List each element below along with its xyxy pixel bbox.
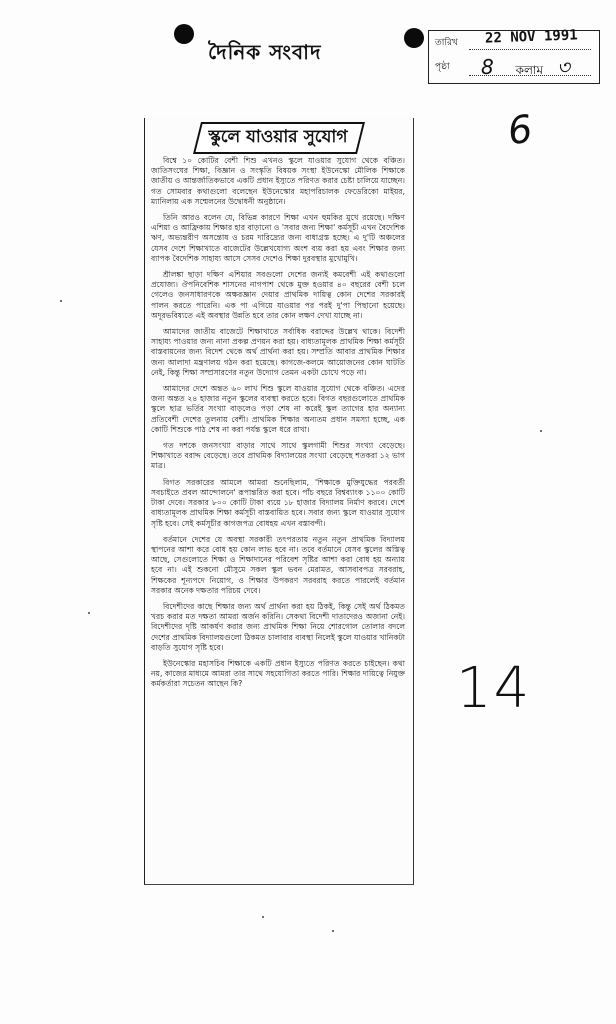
article-paragraph: গত দশকে জনসংখ্যা বাড়ার সাথে সাথে স্কুলগামী শিশুর সংখ্যা বেড়েছে। শিক্ষাখাতে বরাদ্দ বেড়েছে। তবে প্রাথমিক বিদ্যালয়ের সংখ্যা বেড়েছে শতকরা ১২ ভাগ মাত্র। <box>151 441 405 471</box>
newspaper-masthead: দৈনিক সংবাদ <box>208 40 322 64</box>
scan-speck <box>540 430 542 432</box>
article-paragraph: তিনি আরও বলেন যে, বিভিন্ন কারণে শিক্ষা এখন হুমকির মুখে রয়েছে। দক্ষিণ এশিয়া ও আফ্রিকায় শিক্ষার হার বাড়ানো ও 'সবার জন্য শিক্ষা' কর্মসূচী এখন বৈদেশিক ঋণ, অভ্যন্তরীণ অসন্তোষ ও চরম দারিদ্র্যের জন্য বাধাগ্রস্ত হচ্ছে। এ দু'টি অঞ্চলের যেসব দেশে শিক্ষাখাতে বাজেটের উল্লেখযোগ্য অংশ ব্যয় করা হয় এবং শিক্ষার জন্য ব্যাপক বৈদেশিক সাহায্য আসে সেসব দেশেও শিক্ষা দুরবস্থার মুখোমুখি। <box>151 213 405 263</box>
article-paragraph: বর্তমানে দেশের যে অবস্থা সরকারী তৎপরতায় নতুন নতুন প্রাথমিক বিদ্যালয় স্থাপনের আশা করে বোধ হয় কোন লাভ হবে না। তবে বর্তমানে যেসব স্কুলের অস্তিত্ব আছে, সেগুলোতে শিক্ষা ও শিক্ষাদানের পরিবেশ সৃষ্টির আশা করা বোধ হয় অন্যায় হবে না। এই শুকনো মৌসুমে সকল স্কুল ভবন মেরামত, আসবাবপত্র সরবরাহ, শিক্ষকের শূন্যপদে নিয়োগ, ও শিক্ষার উপকরণ সরবরাহ করতে পারলেই বর্তমান সরকার অনেক দক্ষতার পরিচয় দেবে। <box>151 534 405 595</box>
scan-speck <box>60 300 62 302</box>
stamp-page-label: পৃষ্ঠা <box>435 61 450 72</box>
punch-hole-right <box>404 28 424 48</box>
punch-hole-left <box>174 24 194 44</box>
article-headline: স্কুলে যাওয়ার সুযোগ <box>208 127 348 147</box>
scan-speck <box>88 612 90 614</box>
article-paragraph: আমাদের জাতীয় বাজেটে শিক্ষাখাতে সর্বাধিক বরাদ্দের উল্লেখ থাকে। বিদেশী সাহায্য পাওয়ার জন্য নানা প্রকল্প প্রণয়ন করা হয়। বাধ্যতামূলক প্রাথমিক শিক্ষা কর্মসূচী বাস্তবায়নের জন্য বিদেশ থেকে অর্থ প্রার্থনা করা হয়। সম্প্রতি আবার প্রাথমিক শিক্ষার জন্য আলাদা মন্ত্রণালয় গঠন করা হয়েছে। কাগজে-কলমে আয়োজনের কোন ঘাটতি নেই, কিন্তু শিক্ষা সম্প্রসারণের নতুন উদ্যোগ তেমন একটা চোখে পড়ে না। <box>151 327 405 377</box>
date-stamp-box <box>428 27 600 84</box>
article-paragraph: আমাদের দেশে অন্তত ৬০ লাখ শিশু স্কুলে যাওয়ার সুযোগ থেকে বঞ্চিত। এদের জন্য অন্তত ২৪ হাজার নতুন স্কুলের ব্যবস্থা করতে হবে। বিগত বছরগুলোতে প্রাথমিক স্কুলে ছাত্র ভর্তির সংখ্যা বাড়লেও পড়া শেষ না করেই স্কুল ত্যাগের হার অন্যান্য প্রতিবেশী দেশের তুলনায় বেশী। প্রাথমিক শিক্ষার অন্যতম প্রধান সমস্যা হচ্ছে, এক কোটি শিশুকে পাঠ শেষ না করা পর্যন্ত স্কুলে ধরে রাখা। <box>151 384 405 434</box>
stamp-column-label: কলাম <box>515 63 544 77</box>
article-paragraph: বিশ্বে ১০ কোটির বেশী শিশু এখনও স্কুলে যাওয়ার সুযোগ থেকে বঞ্চিত। জাতিসংঘের শিক্ষা, বিজ্ঞান ও সংস্কৃতি বিষয়ক সংস্থা ইউনেস্কো মৌলিক শিক্ষাকে জাতীয় ও আন্তর্জাতিকভাবে একটি প্রধান ইস্যুতে পরিণত করার চেষ্টা চালিয়ে যাচ্ছেন। গত সোমবার কথাগুলো বলেছেন ইউনেস্কোর মহাপরিচালক ফেডেরিকো মাইয়র, ম্যানিলায় এক সম্মেলনের উদ্বোধনী অনুষ্ঠানে। <box>151 156 405 206</box>
stamp-page-row <box>435 57 469 75</box>
article-paragraph: শ্রীলঙ্কা ছাড়া দক্ষিণ এশিয়ার সবগুলো দেশের জন্যই কমবেশী এই কথাগুলো প্রযোজ্য। ঔপনিবেশিক শাসনের নাগপাশ থেকে মুক্ত হওয়ার ৪০ বছরের বেশী চলে গেলেও জনসাধারণকে অক্ষরজ্ঞান দেয়ার প্রাথমিক দায়িত্ব কোন দেশের সরকারই পালন করতে পারেনি। এক পা এগিয়ে যাওয়ার পর পরই দু'পা পিছানো হয়েছে। অদূরভবিষ্যতে এই অবস্থার উন্নতি হবে তার কোন লক্ষণ দেখা যাচ্ছে না। <box>151 270 405 320</box>
stamp-date-value: 22 NOV 1991 <box>484 27 578 47</box>
scan-speck <box>332 930 334 932</box>
stamp-column-value: ৩ <box>556 55 570 79</box>
scan-speck <box>262 916 264 918</box>
handwritten-annotation-fourteen: 14 <box>456 656 532 721</box>
stamp-date-line <box>469 49 591 50</box>
stamp-date-row <box>435 33 469 51</box>
newspaper-clipping <box>144 118 414 885</box>
article-paragraph: বিদেশীদের কাছে শিক্ষার জন্য অর্থ প্রার্থনা করা হয় ঠিকই, কিন্তু সেই অর্থ ঠিকমত খরচ করার মত দক্ষতা আমরা অর্জন করিনি। সেকথা বিদেশী দাতাদেরও অজানা নেই। বিদেশীদের দৃষ্টি আকর্ষণ করার জন্য প্রাথমিক শিক্ষা নিয়ে শোরগোল তোলার বদলে দেশের প্রাথমিক বিদ্যালয়গুলো ঠিকমত চালাবার ব্যবস্থা নিলেই স্কুলে যাওয়ার খানিকটা বাড়তি সুযোগ সৃষ্টি হবে। <box>151 601 405 652</box>
article-paragraph: বিগত সরকারের আমলে আমরা শুনেছিলাম, 'শিক্ষাকে মুক্তিযুদ্ধের পরবর্তী সবচাইতে প্রবল আন্দোলনে' রূপান্তরিত করা হবে। পাঁচ বছরে বিশ্বব্যাংক ১১০০ কোটি টাকা দেবে। সরকার ৮০০ কোটি টাকা ব্যয়ে ১৮ হাজার বিদ্যালয় নির্মাণ করবে। দেশে বাধ্যতামূলক প্রাথমিক শিক্ষা কর্মসূচী বাস্তবায়িত হবে। সবার জন্য স্কুলে যাওয়ার সুযোগ সৃষ্টি হবে। সেই কর্মসূচীর কাগজপত্র বোধহয় এখন বস্তাবন্দী। <box>151 477 405 528</box>
article-paragraph: ইউনেস্কোর মহাসচিব শিক্ষাকে একটি প্রধান ইস্যুতে পরিণত করতে চাইছেন। কথা নয়, কাজের মাধ্যমে আমরা তার সাথে সহযোগিতা করতে পারি। শিক্ষার দায়িত্বে নিযুক্ত কর্মকর্তারা সচেতন আছেন কি? <box>151 658 405 689</box>
article-body <box>151 156 405 696</box>
stamp-page-value: 8 <box>481 55 494 79</box>
handwritten-annotation-six: 6 <box>505 106 536 154</box>
stamp-page-group <box>481 53 570 86</box>
stamp-date-label: তারিখ <box>435 37 458 48</box>
